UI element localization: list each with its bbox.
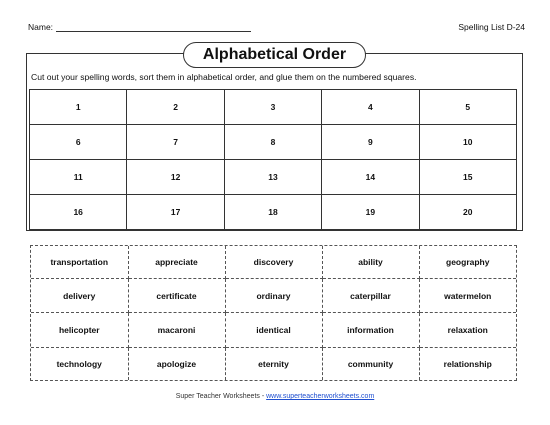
grid-cell: 3: [224, 90, 321, 125]
word-row: [31, 246, 516, 279]
word-card: eternity: [225, 347, 322, 380]
grid-row: [30, 90, 517, 125]
word-card: appreciate: [128, 246, 225, 279]
numbered-grid: [29, 89, 517, 230]
grid-row: [30, 125, 517, 160]
grid-cell: 18: [224, 195, 321, 230]
grid-row: [30, 195, 517, 230]
grid-cell: 11: [30, 160, 127, 195]
grid-cell: 16: [30, 195, 127, 230]
footer-text: Super Teacher Worksheets -: [175, 393, 267, 400]
word-card: relationship: [419, 347, 516, 380]
instructions: Cut out your spelling words, sort them in alphabetical order, and glue them on the numbered squares.: [31, 72, 417, 82]
grid-cell: 12: [127, 160, 224, 195]
name-field: [28, 22, 251, 32]
word-card: ordinary: [225, 279, 322, 313]
word-row: [31, 347, 516, 380]
word-card: transportation: [31, 246, 128, 279]
grid-cell: 15: [419, 160, 516, 195]
word-card: discovery: [225, 246, 322, 279]
grid-row: [30, 160, 517, 195]
word-card: technology: [31, 347, 128, 380]
word-row: [31, 279, 516, 313]
word-card: relaxation: [419, 313, 516, 347]
grid-cell: 19: [322, 195, 419, 230]
grid-cell: 10: [419, 125, 516, 160]
grid-cell: 5: [419, 90, 516, 125]
grid-cell: 17: [127, 195, 224, 230]
grid-cell: 2: [127, 90, 224, 125]
grid-cell: 8: [224, 125, 321, 160]
word-card: information: [322, 313, 419, 347]
word-card: identical: [225, 313, 322, 347]
word-card: geography: [419, 246, 516, 279]
spelling-list-label: Spelling List D-24: [458, 22, 525, 32]
page-title: Alphabetical Order: [183, 42, 366, 68]
grid-cell: 7: [127, 125, 224, 160]
word-cards: [30, 245, 517, 381]
word-card: macaroni: [128, 313, 225, 347]
footer-link[interactable]: www.superteacherworksheets.com: [266, 393, 375, 400]
word-card: community: [322, 347, 419, 380]
word-card: delivery: [31, 279, 128, 313]
grid-cell: 14: [322, 160, 419, 195]
grid-cell: 9: [322, 125, 419, 160]
grid-cell: 4: [322, 90, 419, 125]
word-card: ability: [322, 246, 419, 279]
word-card: apologize: [128, 347, 225, 380]
grid-cell: 1: [30, 90, 127, 125]
word-card: helicopter: [31, 313, 128, 347]
grid-cell: 20: [419, 195, 516, 230]
footer: [0, 393, 550, 400]
word-card: caterpillar: [322, 279, 419, 313]
word-row: [31, 313, 516, 347]
word-card: watermelon: [419, 279, 516, 313]
name-label: Name:: [28, 22, 54, 32]
grid-cell: 13: [224, 160, 321, 195]
name-line: [56, 22, 251, 32]
grid-cell: 6: [30, 125, 127, 160]
word-card: certificate: [128, 279, 225, 313]
